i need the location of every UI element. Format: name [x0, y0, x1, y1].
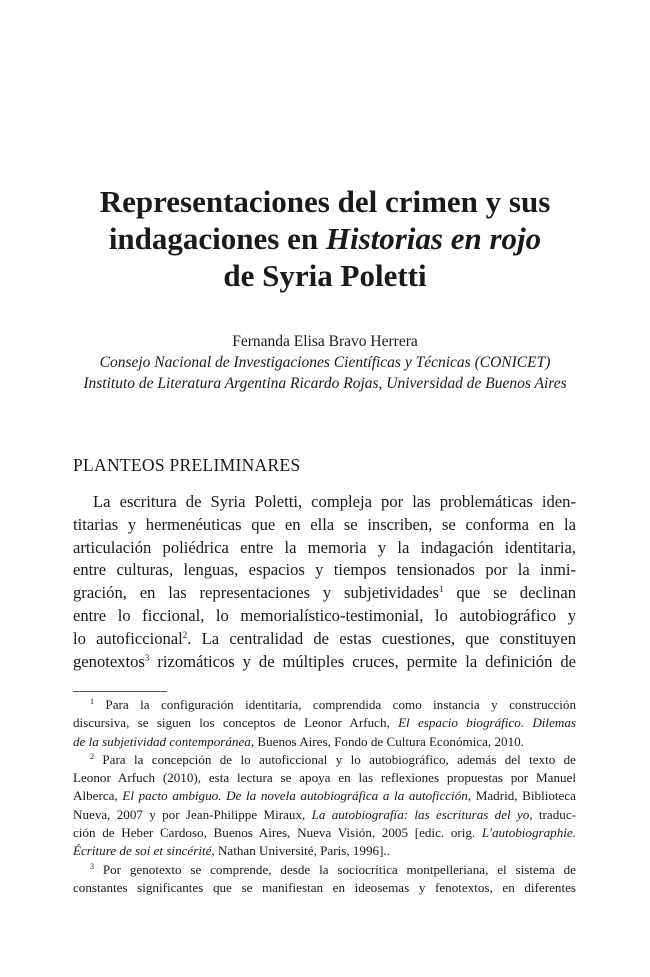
affiliation-instituto: Instituto de Literatura Argentina Ricardo Rojas, Universidad de Buenos Aires	[83, 375, 567, 392]
footnote-2-line	[73, 787, 576, 805]
footnote-2-mark: 2	[90, 751, 94, 761]
footnote-text: , Nathan Université, Paris, 1996]..	[211, 843, 390, 859]
body-paragraph	[73, 491, 576, 673]
footnote-text: Nueva, 2007 y por Jean-Philippe Miraux,	[73, 806, 312, 822]
body-line: titarias y hermenéuticas que en ella se inscriben, se conforma en la	[73, 514, 576, 534]
title-line-2	[60, 220, 590, 257]
body-text: genotextos	[73, 651, 145, 671]
footnote-text: , traduc-	[529, 806, 577, 822]
footnote-1-mark: 1	[90, 697, 94, 706]
body-text: gración, en las representaciones y subjetividades	[73, 583, 439, 603]
affiliation-conicet: Consejo Nacional de Investigaciones Científicas y Técnicas (CONICET)	[99, 354, 551, 371]
footnote-1-line	[73, 714, 576, 732]
body-text: que se declinan	[443, 583, 577, 603]
title-line-1: Representaciones del crimen y sus	[99, 184, 551, 219]
footnote-ref-1[interactable]: 1	[439, 584, 444, 595]
footnote-3-line: constantes significantes que se manifiestan en ideosemas y fenotextos, en diferentes	[73, 879, 576, 895]
footnote-text: , Madrid, Biblioteca	[467, 788, 576, 804]
body-line: entre lo ficcional, lo memorialístico-testimonial, lo autobiográfico y	[73, 605, 576, 625]
footnote-text: Para la configuración identitaria, comprendida como instancia y construcción	[94, 697, 576, 712]
body-line: La escritura de Syria Poletti, compleja por las problemáticas iden-	[93, 492, 576, 511]
title-line-3: de Syria Poletti	[223, 258, 427, 293]
footnote-1-line	[73, 696, 576, 714]
footnote-2-line	[73, 824, 576, 842]
body-line: articulación poliédrica entre la memoria y la indagación identitaria,	[73, 537, 576, 557]
body-line	[73, 651, 576, 674]
footnote-book-title: El espacio biográfico. Dilemas	[398, 715, 576, 731]
footnote-text: discursiva, se siguen los conceptos de Leonor Arfuch,	[73, 715, 399, 731]
footnote-text: Por genotexto se comprende, desde la sociocrítica montpelleriana, el sistema de	[94, 861, 576, 877]
footnote-2-line: Leonor Arfuch (2010), esta lectura se apoya en las reflexiones propuestas por Manuel	[73, 770, 576, 786]
title-book-name: Historias en rojo	[325, 221, 542, 256]
footnote-book-title: La autobiografía: las escrituras del yo	[311, 806, 530, 822]
footnote-divider	[73, 691, 167, 692]
footnote-ref-3[interactable]: 3	[144, 652, 150, 663]
footnote-1-line	[73, 733, 576, 751]
footnote-book-title: Écriture de soi et sincérité	[73, 843, 212, 859]
footnote-ref-2[interactable]: 2	[182, 629, 188, 640]
author-name: Fernanda Elisa Bravo Herrera	[232, 333, 418, 350]
footnote-book-title: L'autobiographie.	[481, 825, 576, 841]
footnote-2-line	[73, 806, 576, 824]
article-title	[60, 183, 590, 294]
footnote-text: Alberca,	[73, 788, 123, 804]
footnote-3-line	[73, 861, 576, 879]
footnote-3-mark: 3	[90, 861, 94, 871]
footnote-book-title: de la subjetividad contemporánea	[73, 733, 251, 749]
body-line: entre culturas, lenguas, espacios y tiempos tensionados por la inmi-	[73, 560, 576, 580]
footnote-2-line	[73, 751, 576, 769]
footnote-text: , Buenos Aires, Fondo de Cultura Económica, 2010.	[250, 733, 524, 749]
body-line	[73, 628, 576, 651]
footnote-book-title: El pacto ambiguo. De la novela autobiográfica a la autoficción	[122, 788, 468, 804]
body-line	[73, 582, 576, 605]
footnotes	[73, 696, 576, 897]
footnote-text: Para la concepción de lo autoficcional y lo autobiográfico, además del texto de	[94, 751, 576, 767]
title-line-2-text: indagaciones en	[108, 221, 326, 256]
body-text: . La centralidad de estas cuestiones, que constituyen	[187, 628, 577, 648]
body-text: rizomáticos y de múltiples cruces, permite la definición de	[149, 651, 576, 671]
footnote-text: ción de Heber Cardoso, Buenos Aires, Nueva Visión, 2005 [edic. orig.	[73, 825, 482, 841]
footnote-2-line	[73, 842, 576, 860]
body-text: lo autoficcional	[73, 628, 183, 648]
section-heading: PLANTEOS PRELIMINARES	[73, 455, 301, 475]
